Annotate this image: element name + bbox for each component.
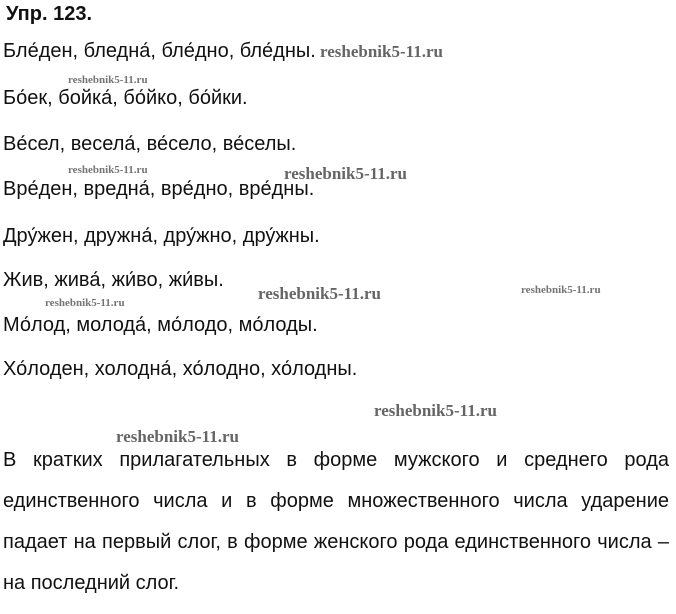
word-line-bleden: Бле́ден, бледна́, бле́дно, бле́дны. bbox=[3, 40, 316, 62]
word-line-vesel: Ве́сел, весела́, ве́село, ве́селы. bbox=[3, 133, 297, 155]
word-line-molod: Мо́лод, молода́, мо́лодо, мо́лоды. bbox=[3, 314, 318, 336]
watermark: reshebnik5-11.ru bbox=[258, 284, 381, 303]
watermark: reshebnik5-11.ru bbox=[116, 427, 239, 446]
watermark: reshebnik5-11.ru bbox=[284, 164, 407, 183]
watermark: reshebnik5-11.ru bbox=[374, 401, 497, 420]
word-line-druzhen: Дру́жен, дружна́, дру́жно, дру́жны. bbox=[3, 225, 320, 247]
watermark: reshebnik5-11.ru bbox=[320, 42, 443, 61]
word-line-zhiv: Жив, жива́, жи́во, жи́вы. bbox=[3, 269, 224, 291]
exercise-title: Упр. 123. bbox=[6, 3, 93, 25]
word-line-vreden: Вре́ден, вредна́, вре́дно, вре́дны. bbox=[3, 178, 315, 200]
word-line-boek: Бо́ек, бойка́, бо́йко, бо́йки. bbox=[3, 87, 248, 109]
watermark: reshebnik5-11.ru bbox=[521, 284, 601, 296]
word-line-kholoden: Хо́лоден, холодна́, хо́лодно, хо́лодны. bbox=[3, 358, 358, 380]
explanation-paragraph: В кратких прилагательных в форме мужского и среднего рода единственного числа и в форме множественного числа ударение падает на первый слог, в форме женского рода единственного числа – на последний слог. bbox=[3, 449, 669, 594]
watermark: reshebnik5-11.ru bbox=[68, 74, 148, 86]
watermark: reshebnik5-11.ru bbox=[45, 297, 125, 309]
watermark: reshebnik5-11.ru bbox=[68, 164, 148, 176]
